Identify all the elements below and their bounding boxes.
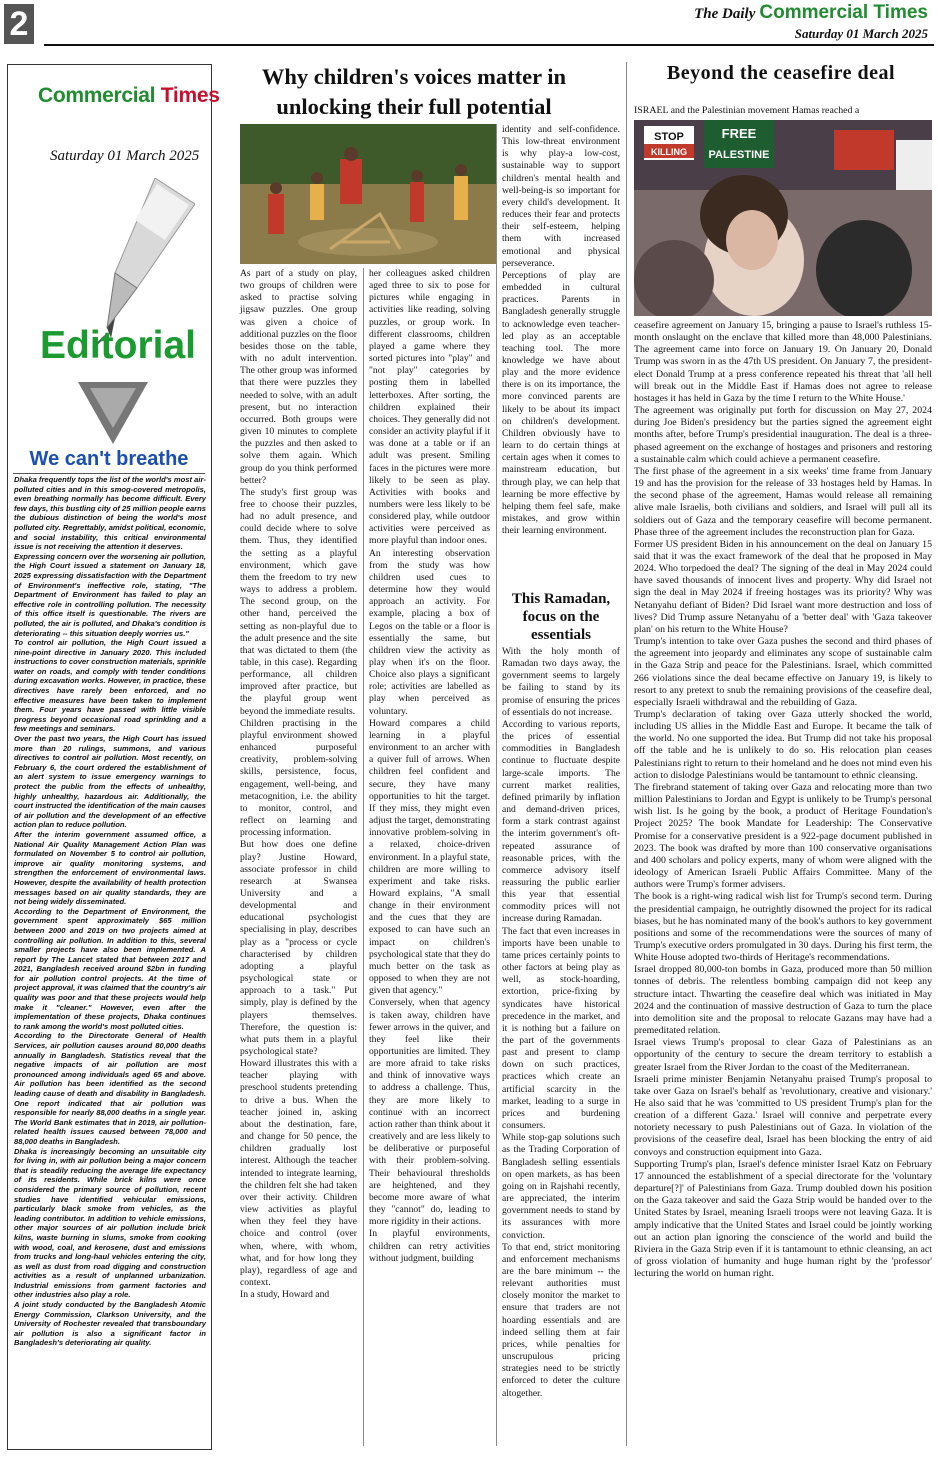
sign-text: KILLING [651,147,687,157]
editorial-paragraph: Dhaka is increasingly becoming an unsuitable city for living in, with air pollution being a major concern that is steadily reducing the average life expectancy of its residents. While brick kilns were once considered the primary source of pollution, recent studies have identified vehicular emissions, particularly black smoke from vehicles, as the leading contributor. In addition to vehicle emissions, other major sources of air pollution include brick kilns, waste burning in slums, smoke from cooking with wood, coal, and kerosene, dust and emissions from trucks and long-haul vehicles entering the city, as well as dust from road digging and construction activities as a result of unplanned urbanization. Industrial emissions from garment factories and other industries also play a role. [14,1146,206,1300]
ramadan-paragraph: To that end, strict monitoring and enforcement mechanisms are the bare minimum -- the relevant authorities must closely monitor the market to ensure that traders are not hoarding essentials and are indeed selling them at fair prices, while penalties for unscrupulous pricing strategies need to be strictly enforced to deter the culture altogether. [502,1241,620,1399]
ceasefire-paragraph: Former US president Biden in his announcement on the deal on January 15 said that it was the exact framework of the deal that he proposed in May 2024. Who torpedoed the deal? The signing of the deal in May 2024 could have saved thousands of innocent lives and property. Why did Israel not sign the deal in May 2024 if freeing hostages was its priority? Why was Netanyahu defiant of Biden? Did Israel want more destruction and loss of lives? Did Trump assure Netanyahu of a 'better deal' with 'Gaza takeover plan' on his return to the White House? [634,538,932,635]
column-divider [496,124,497,1446]
ramadan-paragraph: According to various reports, the prices of essential commodities in Bangladesh continue to fluctuate despite large-scale imports. The current market realities, defined primarily by inflation and demand-driven prices, form a stark contrast against the interim government's oft-repeated assurance of reasonable prices, with the commerce advisory itself reassuring the public earlier this year that essential commodity prices will not increase during Ramadan. [502,718,620,925]
editorial-logo [38,84,220,108]
ceasefire-paragraph: Israeli prime minister Benjamin Netanyahu praised Trump's proposal to take over Gaza on Israel's behalf as 'revolutionary, creative and visionary.' He also said that he was 'committed to US president Trump's plan for the creation of a different Gaza.' Israel will connive and perpetrate every notoriety necessary to push Palestinians out of Gaza. In violation of the provisions of the ceasefire deal, Israel has been blocking the entry of aid convoys and construction equipment into Gaza. [634,1073,932,1158]
editorial-paragraph: Dhaka frequently tops the list of the world's most air-polluted cities and in this smog-covered metropolis, even breathing normally has become difficult. Every few days, this bustling city of 25 million people earns the dubious distinction of being the world's most polluted city. Regrettably, amidst political, economic, and social instability, this critical environmental issue is not receiving the attention it deserves. [14,475,206,552]
article-paragraph: In playful environments, children can retry activities without judgment, building [369,1228,490,1264]
article-paragraph: identity and self-confidence. This low-threat environment is why play-a low-cost, sustainable way to support children's mental health and well-being-is so important for every child's development. It reduces their fear and protects their self-esteem, helping them with increased emotional and physical perseverance. [502,124,620,269]
down-arrow-icon [78,382,148,444]
ceasefire-paragraph: The firebrand statement of taking over Gaza and relocating more than two million Palestinians to Jordan and Egypt is unlikely to be Trump's personal wish list. Is he going by the book, a product of Heritage Foundation's Project 2025? The book Mandate for Leadership: The Conservative Promise for a conservative president is a 922-page document published in 2023. The book was drafted by more than 100 conservative organisations and 400 scholars and policy experts, many of whom were aligned with the ideology of American Israeli Public Affairs Committee. Many of the authors were Trump's former advisers. [634,781,932,891]
article-paragraph: Children practising in the playful environment showed enhanced purposeful creativity, problem-solving skills, persistence, focus, engagement, well-being, and metacognition, i.e. the ability to monitor, control, and reflect on learning and processing information. [240,717,357,839]
masthead [694,2,928,42]
article-paragraph: But how does one define play? Justine Howard, associate professor in child research at Swansea University and a developmental and educational psychologist specialising in play, describes play as a "process or cycle characterised by children adopting a playful psychological state or approach to a task." Put simply, play is defined by the players themselves. Therefore, the question is: what puts them in a playful psychological state? [240,839,357,1057]
editorial-headline: We can't breathe [13,448,205,474]
editorial-paragraph: Expressing concern over the worsening air pollution, the High Court issued a statement on January 18, 2025 expressing dissatisfaction with the Department of Environment's ineffective role, stating, "The Department of Environment has failed to play an effective role in controlling pollution. The necessity of this office itself is questionable. The rivers are polluted, the air is polluted, and Dhaka's condition is deteriorating -- this situation deeply worries us." [14,551,206,638]
editorial-paragraph: According to the Directorate General of Health Services, air pollution causes around 80,000 deaths annually in Bangladesh. Statistics reveal that the negative impacts of air pollution are most pronounced among individuals aged 65 and above. Air pollution has been identified as the second leading cause of death and disability in Bangladesh. One report indicated that air pollution was responsible for nearly 88,000 deaths in a single year. The World Bank estimates that in 2019, air pollution-related health issues caused between 78,000 and 88,000 deaths in Bangladesh. [14,1031,206,1146]
article-paragraph: Howard illustrates this with a teacher playing with preschool students pretending to drive a bus. When the teacher joined in, asking about the destination, fare, and change for 50 pence, the children gradually lost interest. Although the teacher intended to integrate learning, the children felt she had taken over their activity. Children view activities as playful when they feel they have choice and control (over when, where, with whom, what, and for how long they play), regardless of age and context. [240,1058,357,1288]
ceasefire-intro: ISRAEL and the Palestinian movement Hamas reached a [634,105,860,116]
masthead-name: Commercial Times [759,2,928,23]
section-title: Editorial [40,324,197,367]
ceasefire-paragraph: The book is a right-wing radical wish list for Trump's second term. During the presidential campaign, he outrightly disowned the project for its radical biases, but he has nominated many of the book's authors to key government positions and some of the recommendations were the sources of many of Trump's executive orders promulgated in 30 days. During his first term, the White House adopted two-thirds of Heritage's recommendations. [634,891,932,964]
masthead-daily: The Daily [694,6,756,22]
column-divider [363,268,364,1446]
column-divider [626,62,627,1446]
article-paragraph: Conversely, when that agency is taken away, children have fewer arrows in the quiver, and they feel like their opportunities are limited. They are more afraid to take risks and think of innovative ways to address a challenge. Thus, they are more likely to continue with an incorrect action rather than think about it creatively and are less likely to be deliberative or purposeful with their problem-solving. Their behavioural thresholds are heightened, and they become more aware of what they "cannot" do, leading to more rigidity in their actions. [369,997,490,1228]
page-number: 2 [4,4,34,44]
article-paragraph: In a study, Howard and [240,1289,330,1301]
ceasefire-paragraph: Trump's intention to take over Gaza pushes the second and third phases of the agreement into jeopardy and eliminates any scope of sustainable calm in the Gaza Strip and peace for the Palestinians. Israel, which committed 266 violations since the deal became effective on January 19, is likely to resort to any pretext to snub the remaining provisions of the ceasefire deal, especially Israeli withdrawal and the rebuilding of Gaza. [634,636,932,708]
article-column-2 [369,268,490,1265]
ramadan-body [502,646,620,1400]
article-paragraph: Howard compares a child learning in a playful environment to an archer with a quiver full of arrows. When children feel confident and secure, they have many opportunities to hit the target. If they miss, they might even adjust the target, demonstrating innovative problem-solving in a relaxed, choice-driven environment. In a playful state, children are more willing to experiment and take risks. Howard explains, "A small change in their environment and the cues that they are exposed to can have such an impact on children's psychological state that they do much better on the task as opposed to when they are not given that agency." [369,717,490,997]
article-paragraph: The study's first group was free to choose their puzzles, had no adult presence, and could decide where to solve them. Thus, they identified the setting as a playful environment, which gave them the freedom to try new ways to address a problem. The second group, on the other hand, perceived the setting as non-playful due to the adult presence and the site that was dictated to them (the table, in this case). Regarding performance, all children improved after practice, but the playful group went beyond the immediate results. [240,486,357,717]
editorial-paragraph: According to the Department of Environment, the government spent approximately $65 million between 2000 and 2019 on two projects aimed at controlling air pollution. In addition to this, several smaller projects have also been implemented. A report by The Lancet stated that between 2017 and 2021, Bangladesh received around $2bn in funding for air pollution control projects. At the time of project approval, it was claimed that the country's air quality was poor and that these projects would help make it "cleaner." However, even after the implementation of these projects, Dhaka continues to rank among the world's most polluted cities. [14,906,206,1031]
editorial-paragraph: To control air pollution, the High Court issued a nine-point directive in January 2020. This included instructions to cover construction materials, sprinkle water on roads, and comply with tender conditions during excavation works. However, in practice, these directives have rarely been enforced, and no effective measures have been taken to implement them. Four years have passed with little visible progress beyond occasional road sprinkling and a few meetings and seminars. [14,638,207,734]
sign-text: STOP [654,131,684,143]
children-playing-photo [240,124,496,264]
header-rule [44,44,934,46]
ceasefire-paragraph: The agreement was originally put forth for discussion on May 27, 2024 during Joe Biden's presidency but the parties signed the agreement eight months after, before Trump's presidential inauguration. The deal is a three-phased agreement on the exchange of hostages and prisoners and restoring a sustainable calm which could achieve a permanent ceasefire. [634,405,932,465]
article-paragraph: As part of a study on play, two groups of children were asked to practise solving jigsaw puzzles. One group was given a choice of additional puzzles on the floor besides those on the table, with no adult intervention. The other group was informed that there were puzzles they needed to solve, with an adult present, but no interaction occurred. Both groups were given 10 minutes to complete the puzzles and then asked to solve them again. Which group do you think performed better? [240,268,357,486]
fountain-pen-icon [85,178,195,348]
ceasefire-paragraph: Israel dropped 80,000-ton bombs in Gaza, produced more than 50 million tonnes of debris. The relentless bombing campaign did not keep any structure intact. Thwarting the ceasefire deal which was initiated in May 2024 and the continuation of massive destruction of Gaza to turn the place into demolition site and the proposal to relocate Gazans may have had a premeditated relation. [634,964,932,1037]
ceasefire-paragraph: The first phase of the agreement in a six weeks' time frame from January 19 and has the provision for the release of 33 hostages held by Hamas. In the second phase of the agreement, Hamas would release all remaining alive male Israelis, both civilians and soldiers, and Israel will pull all its soldiers out of Gaza and the temporary ceasefire will become permanent. Phase three of the agreement includes the reconstruction plan for Gaza. [634,465,932,538]
ceasefire-paragraph: Israel views Trump's proposal to clear Gaza of Palestinians as an opportunity of the century to secure the dream territory to establish a greater Israel from the River Jordan to the coast of the Mediterranean. [634,1037,932,1073]
ramadan-paragraph: With the holy month of Ramadan two days away, the government seems to largely be failing to stand by its promise of ensuring the prices of essentials do not increase. [502,646,620,718]
editorial-body [14,475,206,1348]
article-column-3 [502,124,620,537]
protest-photo [634,120,932,316]
ceasefire-paragraph: ceasefire agreement on January 15, bringing a pause to Israel's ruthless 15-month onslaught on the enclave that killed more than 48,000 Palestinians. The agreement came into force on January 19. On January 20, Donald Trump was sworn in as the 47th US president. On January 7, the president-elect Donald Trump at a press conference repeated his threat that 'all hell will break out in the Middle East if Hamas does not agree to release hostages it has held in Gaza by the time I return to the White House.' [634,320,932,404]
ramadan-paragraph: The fact that even increases in imports have been unable to tame prices certainly points to other factors at being play as well, as stock-hoarding, extortion, price-fixing by syndicates have historical precedence in the market, and it is nothing but a failure on the part of the governments past and present to clamp down on such practices, practices which create an artificial scarcity in the market, leading to a surge in prices and burdening consumers. [502,925,620,1132]
ceasefire-paragraph: Trump's declaration of taking over Gaza utterly shocked the world, including US allies in the Middle East and Europe. It became the talk of the world. No one supported the idea. But Trump did not take his proposal off the table and he is unlikely to do so. His relocation plan ceases Palestinians right to return to their homeland and he does not mind even his action to dislodge Palestinians would be tantamount to ethnic cleansing. [634,709,932,781]
ramadan-paragraph: While stop-gap solutions such as the Trading Corporation of Bangladesh selling essentials on open markets, as has been going on in Rajshahi recently, are appreciated, the interim government needs to stand by its assurances with more conviction. [502,1132,620,1241]
ramadan-headline: This Ramadan, focus on the essentials [511,591,611,643]
article-headline: Why children's voices matter in unlocking their full potential [261,64,567,119]
article-paragraph: Perceptions of play are embedded in cultural practices. Parents in Bangladesh generally struggle to acknowledge even teacher-led play as an acceptable teaching tool. The more knowledge we have about play and the more evidence there is on its importance, the more convinced parents are likely to be about its impact on children's development. Children obviously have to learn to do certain things at certain ages when it comes to mainstream education, but through play, we can help that learning be more effective by helping them feel safe, make mistakes, and grow within their learning environment. [502,269,620,537]
article-column-1 [240,268,357,1301]
article-paragraph: An interesting observation from the study was how children used cues to determine how they would approach an activity. For example, placing a box of Legos on the table or a floor is essentially the same, but children view the activity as play when it's on the floor. Choice also plays a significant role; activities are labelled as play when perceived as voluntary. [369,547,490,717]
editorial-paragraph: After the interim government assumed office, a National Air Quality Management Action Plan was formulated on November 5 to control air pollution, improve air quality monitoring systems, and strengthen the enforcement of environmental laws. However, despite the availability of health protection messages based on air quality standards, they are not being widely disseminated. [14,829,206,907]
ceasefire-paragraph: Supporting Trump's plan, Israel's defence minister Israel Katz on February 17 announced the establishment of a special directorate for the 'voluntary departure[?]' of Palestinians from Gaza. Trump doubled down his position on the Gaza takeover and said the Gaza Strip would be handed over to the United States by Israel, meaning Israeli troops were not leaving Gaza. It is amply indicative that the United States and Israel could be jointly working out an action plan ignoring the conscience of the world and build the Riviera in the Gaza Strip even if it is tantamount to ethnic cleansing, an act of gross violation of humanity and huge human right by the 'professor' lecturing the world on human right. [634,1158,932,1280]
article-paragraph: her colleagues asked children aged three to six to pose for pictures while engaging in activities like reading, solving puzzles, or group work. In different classrooms, children played a game where they sorted pictures into "play" and "not play" categories by posting them in labelled letterboxes. After sorting, the children explained their choices. They generally did not consider an activity playful if it was done at a table or if an adult was present. Smiling faces in the pictures were more likely to be seen as play. Activities with books and numbers were less likely to be considered play, while outdoor activities were perceived as more playful than indoor ones. [369,268,490,547]
editorial-paragraph: Over the past two years, the High Court has issued more than 20 rulings, summons, and various directives to control air pollution. Most recently, on February 6, the court ordered the establishment of an alert system to issue emergency warnings to protect the public from the effects of unhealthy, highly unhealthy, hazardous air. Additionally, the court instructed the identification of the main causes of air pollution and the development of an effective action plan to reduce pollution. [14,734,206,830]
sign-text: FREE [721,126,757,141]
logo-word-1: Commercial [38,84,156,107]
logo-word-2: Times [160,84,220,107]
editorial-date: Saturday 01 March 2025 [50,148,200,164]
ceasefire-headline: Beyond the ceasefire deal [666,62,896,84]
editorial-paragraph: A joint study conducted by the Bangladesh Atomic Energy Commission, Clarkson University, and the University of Rochester revealed that transboundary air pollution is also a significant factor in Bangladesh's deteriorating air quality. [14,1300,206,1348]
sign-text: PALESTINE [708,149,770,161]
ceasefire-body [634,320,932,1280]
header-date: Saturday 01 March 2025 [794,26,928,41]
